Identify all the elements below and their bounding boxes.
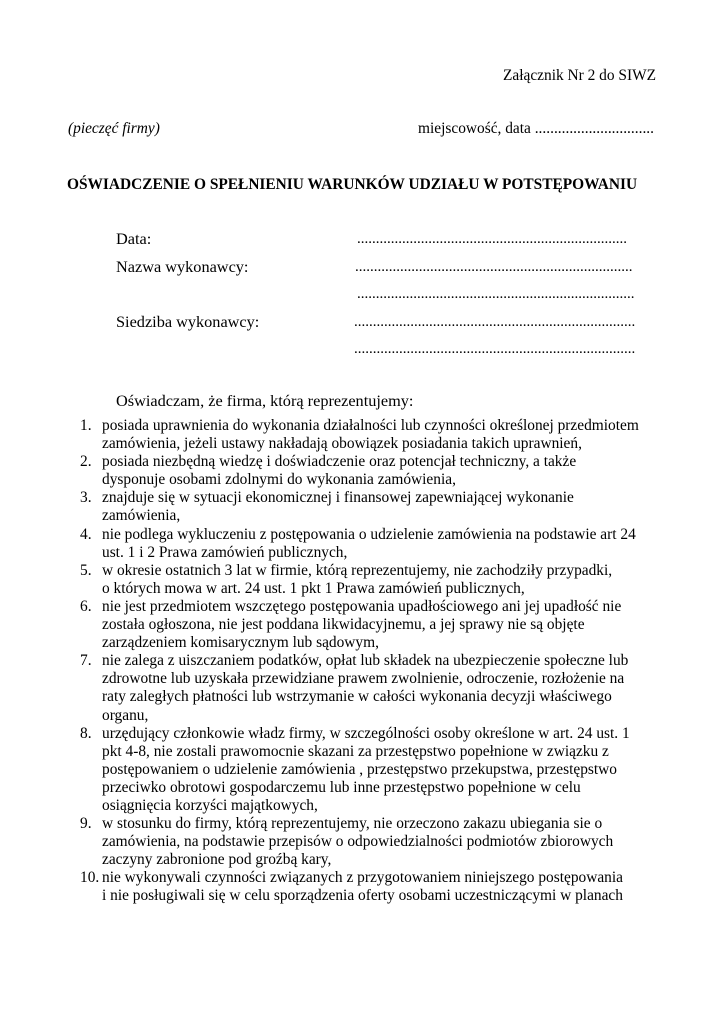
condition-item [80,652,670,724]
condition-number: 3. [80,489,92,507]
condition-text-line: o których mowa w art. 24 ust. 1 pkt 1 Prawa zamówień publicznych, [102,579,525,597]
conditions-list [80,417,670,906]
condition-text-line: zarządzeniem komisarycznym lub sądowym, [102,634,379,652]
condition-text-line: ust. 1 i 2 Prawa zamówień publicznych, [102,543,348,561]
contractor-name-dotted-line-2: .......................................................................... [357,286,635,302]
condition-item [80,815,670,869]
condition-text-line: w stosunku do firmy, którą reprezentujemy, nie orzeczono zakazu ubiegania sie o [102,815,603,833]
condition-text-line: postępowaniem o udzielenie zamówienia , przestępstwo przekupstwa, przestępstwo [102,760,617,778]
condition-item [80,869,670,905]
condition-text-line: w okresie ostatnich 3 lat w firmie, którą reprezentujemy, nie zachodziły przypadki, [102,561,613,579]
contractor-seat-dotted-line-2: ........................................................................... [354,341,636,357]
condition-item [80,526,670,562]
condition-item [80,489,670,525]
condition-item [80,417,670,453]
condition-text-line: urzędujący członkowie władz firmy, w szczególności osoby określone w art. 24 ust. 1 [102,724,630,742]
condition-text-line: dysponuje osobami zdolnymi do wykonania zamówienia, [102,471,456,489]
condition-text-line: i nie posługiwali się w celu sporządzenia oferty osobami uczestniczącymi w planach [102,887,623,905]
condition-number: 2. [80,453,92,471]
contractor-seat-dotted-line: ........................................................................... [354,314,636,330]
condition-item [80,598,670,652]
document-title: OŚWIADCZENIE O SPEŁNIENIU WARUNKÓW UDZIAŁU W POTSTĘPOWANIU [67,176,638,193]
condition-text-line: została ogłoszona, nie jest poddana likwidacyjnemu, a jej sprawy nie są objęte [102,616,585,634]
date-label: Data: [116,229,152,248]
condition-text-line: organu, [102,706,149,724]
contractor-seat-label: Siedziba wykonawcy: [116,312,260,331]
condition-item [80,562,670,598]
condition-text-line: zamówienia, jeżeli ustawy nakładają obowiązek posiadania takich uprawnień, [102,435,582,453]
condition-text-line: znajduje się w sytuacji ekonomicznej i finansowej zapewniającej wykonanie [102,489,574,507]
condition-text-line: posiada niezbędną wiedzę i doświadczenie oraz potencjał techniczny, a także [102,453,577,471]
condition-number: 4. [80,525,92,543]
condition-number: 8. [80,724,92,742]
condition-text-line: nie jest przedmiotem wszczętego postępowania upadłościowego ani jej upadłość nie [102,597,622,615]
condition-number: 6. [80,597,92,615]
company-stamp-placeholder: (pieczęć firmy) [68,120,160,137]
condition-text-line: zamówienia, na podstawie przepisów o odpowiedzialności podmiotów zbiorowych [102,833,614,851]
condition-text-line: raty zaległych płatności lub wstrzymanie w całości wykonania decyzji właściwego [102,688,612,706]
condition-text-line: zamówienia, [102,507,181,525]
condition-text-line: zaczyny zabronione pod groźbą kary, [102,851,332,869]
condition-number: 9. [80,815,92,833]
date-dotted-line: ........................................................................ [357,231,627,247]
place-date-field: miejscowość, data ............................... [418,120,654,137]
condition-text-line: nie podlega wykluczeniu z postępowania o udzielenie zamówienia na podstawie art 24 [102,525,636,543]
condition-text-line: nie wykonywali czynności związanych z przygotowaniem niniejszego postępowania [102,869,623,887]
condition-text-line: pkt 4-8, nie zostali prawomocnie skazani za przestępstwo popełnione w związku z [102,742,609,760]
condition-number: 1. [80,417,92,434]
condition-item [80,725,670,815]
condition-item [80,453,670,489]
contractor-name-dotted-line: .......................................................................... [355,259,633,275]
condition-text-line: posiada uprawnienia do wykonania działalności lub czynności określonej przedmiotem [102,417,639,434]
condition-text-line: zdrowotne lub uzyskała przewidziane prawem zwolnienie, odroczenie, rozłożenie na [102,670,625,688]
condition-number: 10. [80,869,100,887]
condition-text-line: osiągnięcia korzyści majątkowych, [102,796,318,814]
condition-number: 5. [80,561,92,579]
contractor-name-label: Nazwa wykonawcy: [116,257,249,276]
declaration-intro: Oświadczam, że firma, którą reprezentujemy: [116,391,414,410]
condition-number: 7. [80,652,92,670]
annex-reference: Załącznik Nr 2 do SIWZ [503,67,656,84]
condition-text-line: nie zalega z uiszczaniem podatków, opłat lub składek na ubezpieczenie społeczne lub [102,652,629,670]
condition-text-line: przeciwko obrotowi gospodarczemu lub inne przestępstwo popełnione w celu [102,778,581,796]
